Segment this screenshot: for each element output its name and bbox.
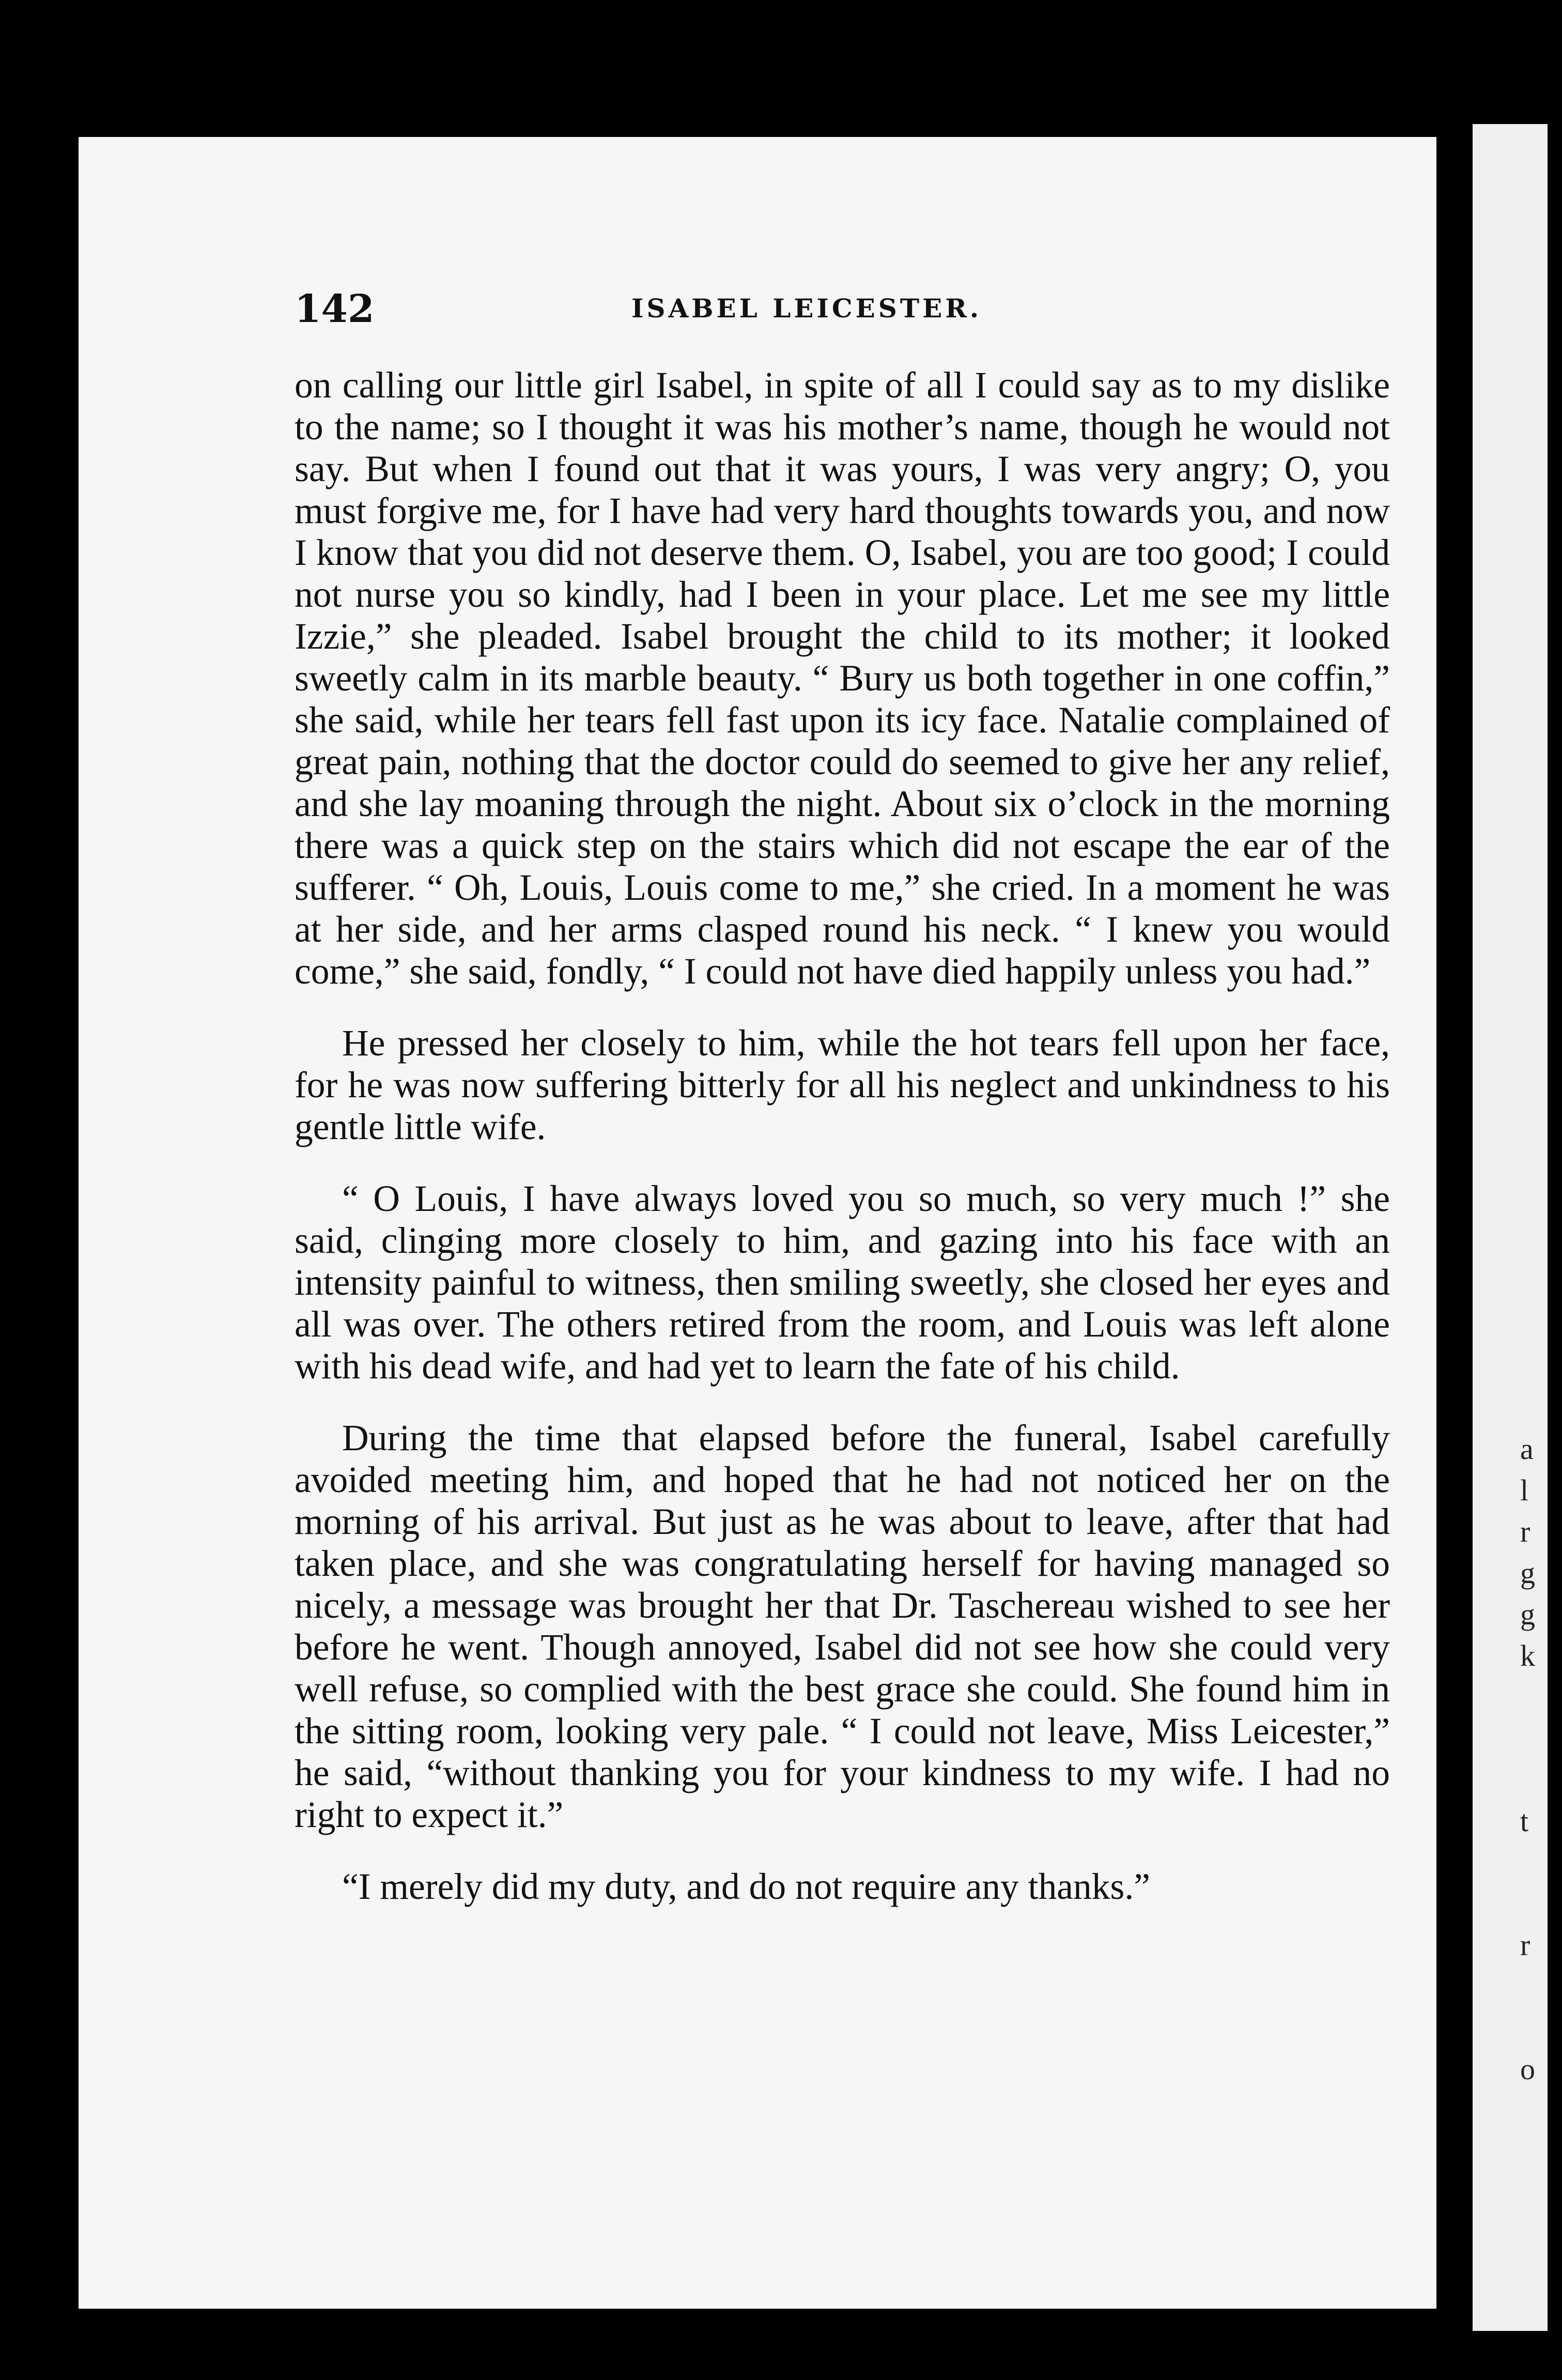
adjacent-page-fragment: g [1520, 1556, 1535, 1590]
paragraph: During the time that elapsed before the funeral, Isabel carefully avoided meeting him, and hoped that he had not noticed her on the morning of his arrival. But just as he was about to leave, after that had taken place, and she was congratulating herself for having managed so nicely, a message was brought her that Dr. Taschereau wished to see her before he went. Though annoyed, Isabel did not see how she could very well refuse, so complied with the best grace she could. She found him in the sitting room, looking very pale. “ I could not leave, Miss Leicester,” he said, “without thanking you for your kindness to my wife. I had no right to expect it.” [295, 1418, 1390, 1835]
adjacent-page-fragment: l [1520, 1473, 1529, 1507]
adjacent-page-fragment: r [1520, 1928, 1530, 1962]
adjacent-page-fragment: g [1520, 1598, 1535, 1631]
adjacent-page-fragment: r [1520, 1515, 1530, 1548]
adjacent-page-strip [1467, 124, 1548, 2331]
adjacent-page-fragment: k [1520, 1639, 1535, 1672]
adjacent-page-fragment: t [1520, 1804, 1529, 1838]
page-header [79, 287, 1436, 331]
page-number: 142 [295, 287, 375, 331]
adjacent-page-edge [1467, 124, 1473, 2331]
paragraph: on calling our little girl Isabel, in spite of all I could say as to my dislike to the name; so I thought it was his mother’s name, though he would not say. But when I found out that it was yours, I was very angry; O, you must forgive me, for I have had very hard thoughts towards you, and now I know that you did not deserve them. O, Isabel, you are too good; I could not nurse you so kindly, had I been in your place. Let me see my little Izzie,” she pleaded. Isabel brought the child to its mother; it looked sweetly calm in its marble beauty. “ Bury us both together in one coffin,” she said, while her tears fell fast upon its icy face. Natalie complained of great pain, nothing that the doctor could do seemed to give her any relief, and she lay moaning through the night. About six o’clock in the morning there was a quick step on the stairs which did not escape the ear of the sufferer. “ Oh, Louis, Louis come to me,” she cried. In a moment he was at her side, and her arms clasped round his neck. “ I knew you would come,” she said, fondly, “ I could not have died happily unless you had.” [295, 365, 1390, 992]
paragraph: He pressed her closely to him, while the hot tears fell upon her face, for he was now suffering bitterly for all his neglect and unkindness to his gentle little wife. [295, 1023, 1390, 1147]
adjacent-page-fragment: a [1520, 1432, 1534, 1466]
book-page [79, 137, 1436, 2309]
body-text [295, 364, 1390, 1938]
paragraph: “I merely did my duty, and do not require any thanks.” [342, 1866, 1150, 1907]
running-head: ISABEL LEICESTER. [631, 293, 982, 324]
paragraph: “ O Louis, I have always loved you so much, so very much !” she said, clinging more closely to him, and gazing into his face with an intensity painful to witness, then smiling sweetly, she closed her eyes and all was over. The others retired from the room, and Louis was left alone with his dead wife, and had yet to learn the fate of his child. [295, 1178, 1390, 1387]
adjacent-page-fragment: o [1520, 2052, 1535, 2086]
